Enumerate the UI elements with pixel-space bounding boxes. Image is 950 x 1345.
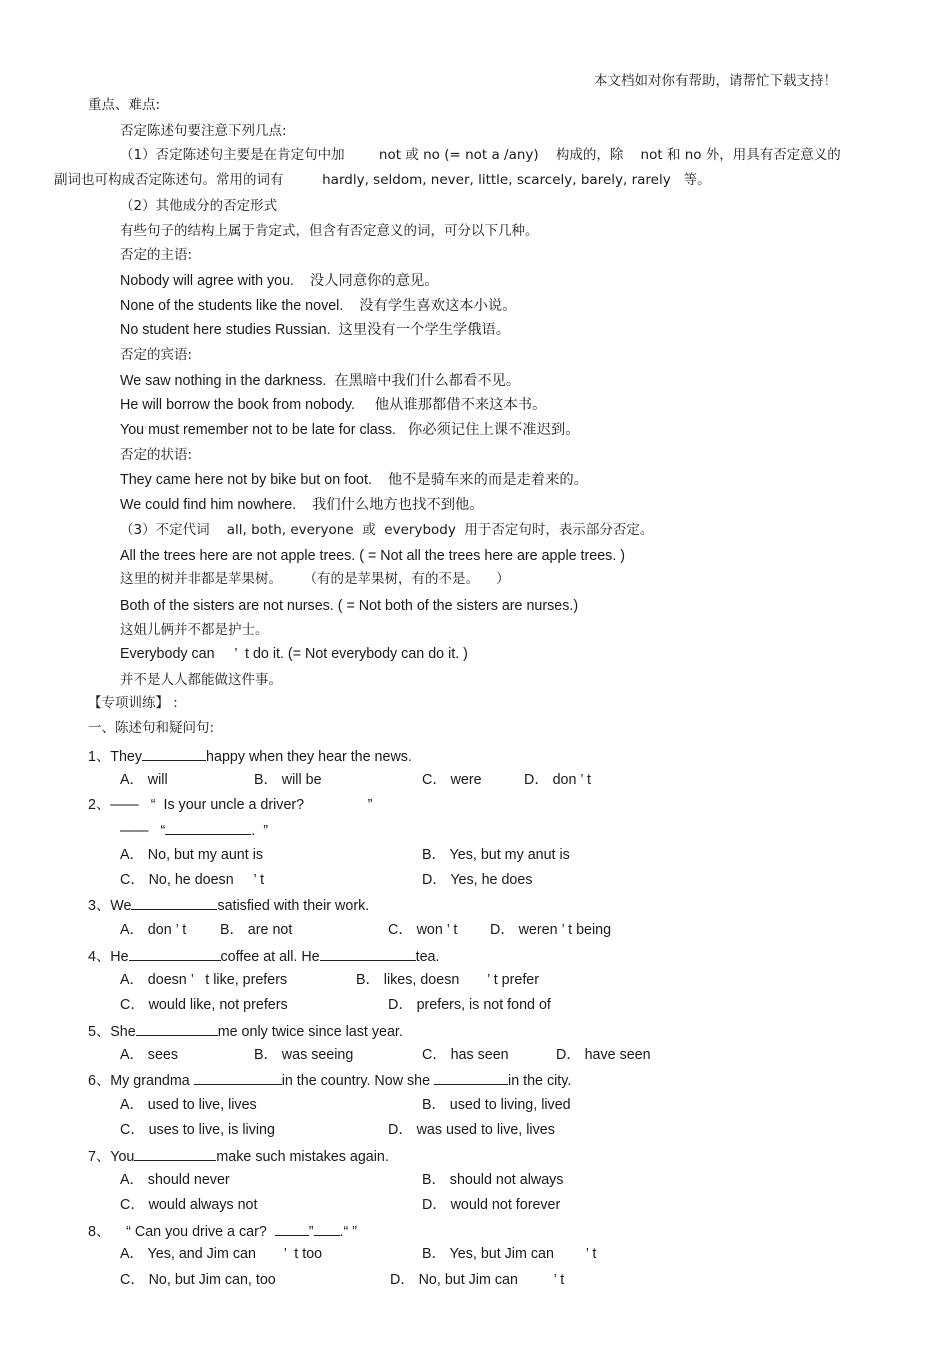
answer-blank[interactable] <box>275 1221 309 1236</box>
object-title: 否定的宾语: <box>120 347 193 363</box>
question-text: satisfied with their work. <box>217 898 370 914</box>
question-text: You <box>110 1149 135 1165</box>
answer-blank[interactable] <box>194 1070 282 1085</box>
subject-title: 否定的主语: <box>120 247 193 263</box>
question-text: “ Can you drive a car? <box>126 1224 275 1240</box>
subject-example-1: Nobody will agree with you. 没人同意你的意见。 <box>120 273 439 289</box>
question-text: ” <box>308 1224 314 1240</box>
reply-text: . ” <box>251 823 268 839</box>
adverbial-example-1: They came here not by bike but on foot. 他不是骑车来的而是走着来的。 <box>120 472 588 488</box>
question-number: 2、 <box>88 797 111 813</box>
option-d[interactable]: D． No, but Jim can ’ t <box>390 1272 565 1288</box>
answer-blank[interactable] <box>165 820 251 835</box>
option-c[interactable]: C． uses to live, is living <box>120 1122 275 1138</box>
question-text: me only twice since last year. <box>217 1024 403 1040</box>
answer-blank[interactable] <box>136 1021 218 1036</box>
question-text: She <box>110 1024 136 1040</box>
option-d[interactable]: D． Yes, he does <box>422 872 533 888</box>
question-text: They <box>110 749 143 765</box>
training-title: 【专项训练】 : <box>88 695 178 711</box>
header-note: 本文档如对你有帮助，请帮忙下载支持！ <box>594 73 837 89</box>
question-1 <box>88 746 412 766</box>
question-2-reply <box>120 820 268 840</box>
answer-blank[interactable] <box>134 1146 216 1161</box>
answer-blank[interactable] <box>434 1070 508 1085</box>
question-text: My grandma <box>110 1073 190 1089</box>
option-b[interactable]: B． Yes, but my anut is <box>422 847 570 863</box>
option-a[interactable]: A． No, but my aunt is <box>120 847 264 863</box>
question-text: He <box>110 949 129 965</box>
answer-blank[interactable] <box>320 946 416 961</box>
option-d[interactable]: D． have seen <box>556 1047 651 1063</box>
option-d[interactable]: D． would not forever <box>422 1197 561 1213</box>
subject-example-2: None of the students like the novel. 没有学生喜欢这本小说。 <box>120 298 517 314</box>
option-c[interactable]: C． would always not <box>120 1197 258 1213</box>
question-text: happy when they hear the news. <box>206 749 412 765</box>
question-number: 4、 <box>88 949 111 965</box>
question-text: coffee at all. He <box>220 949 320 965</box>
point-3-example-3-zh: 并不是人人都能做这件事。 <box>120 672 282 688</box>
option-b[interactable]: B． Yes, but Jim can ’ t <box>422 1246 597 1262</box>
option-a[interactable]: A． used to live, lives <box>120 1097 257 1113</box>
question-3 <box>88 895 369 915</box>
question-4 <box>88 946 439 966</box>
option-c[interactable]: C． were <box>422 772 482 788</box>
point-3-title: （3）不定代词 all, both, everyone 或 everybody 用于否定句时，表示部分否定。 <box>120 522 654 538</box>
option-c[interactable]: C． No, but Jim can, too <box>120 1272 276 1288</box>
reply-text: —— “ <box>120 823 166 839</box>
question-number: 8、 <box>88 1224 111 1240</box>
point-1-line-1: （1）否定陈述句主要是在肯定句中加 not 或 no (= not a /any) 构成的，除 not 和 no 外，用具有否定意义的 <box>120 147 841 163</box>
point-3-example-1-zh: 这里的树并非都是苹果树。 （有的是苹果树，有的不是。 ） <box>120 571 510 587</box>
answer-blank[interactable] <box>142 746 206 761</box>
intro-text: 否定陈述句要注意下列几点: <box>120 123 287 139</box>
question-text: make such mistakes again. <box>216 1149 389 1165</box>
object-example-1: We saw nothing in the darkness. 在黑暗中我们什么都看不见。 <box>120 373 521 389</box>
option-d[interactable]: D． don ’ t <box>524 772 592 788</box>
option-c[interactable]: C． won ’ t <box>388 922 458 938</box>
object-example-2: He will borrow the book from nobody. 他从谁那都借不来这本书。 <box>120 397 547 413</box>
option-a[interactable]: A． Yes, and Jim can ’ t too <box>120 1246 323 1262</box>
question-text: in the country. Now she <box>281 1073 431 1089</box>
option-d[interactable]: D． was used to live, lives <box>388 1122 555 1138</box>
option-b[interactable]: B． likes, doesn ’ t prefer <box>356 972 540 988</box>
point-3-example-1: All the trees here are not apple trees. ( = Not all the trees here are apple trees. ) <box>120 548 626 564</box>
option-a[interactable]: A． sees <box>120 1047 179 1063</box>
question-2 <box>88 796 372 814</box>
option-c[interactable]: C． would like, not prefers <box>120 997 288 1013</box>
question-number: 6、 <box>88 1073 111 1089</box>
option-c[interactable]: C． has seen <box>422 1047 509 1063</box>
option-a[interactable]: A． doesn ’ t like, prefers <box>120 972 288 988</box>
option-a[interactable]: A． will <box>120 772 168 788</box>
question-text: —— “ Is your uncle a driver? ” <box>110 797 373 813</box>
point-2-title: （2）其他成分的否定形式 <box>120 198 278 214</box>
adverbial-title: 否定的状语: <box>120 447 193 463</box>
point-3-example-3: Everybody can ’ t do it. (= Not everybody can do it. ) <box>120 646 468 662</box>
object-example-3: You must remember not to be late for class. 你必须记住上课不准迟到。 <box>120 422 580 438</box>
question-number: 5、 <box>88 1024 111 1040</box>
question-text: We <box>110 898 132 914</box>
question-text: .“ ” <box>339 1224 357 1240</box>
question-6 <box>88 1070 571 1090</box>
answer-blank[interactable] <box>131 895 217 910</box>
option-b[interactable]: B． used to living, lived <box>422 1097 571 1113</box>
adverbial-example-2: We could find him nowhere. 我们什么地方也找不到他。 <box>120 497 484 513</box>
point-1-line-2: 副词也可构成否定陈述句。常用的词有 hardly, seldom, never, little, scarcely, barely, rarely 等。 <box>54 172 711 188</box>
point-3-example-2: Both of the sisters are not nurses. ( = Not both of the sisters are nurses.) <box>120 598 579 614</box>
question-text: tea. <box>415 949 440 965</box>
question-number: 7、 <box>88 1149 111 1165</box>
question-5 <box>88 1021 403 1041</box>
option-a[interactable]: A． don ’ t <box>120 922 187 938</box>
point-3-example-2-zh: 这姐儿俩并不都是护士。 <box>120 622 269 638</box>
question-8 <box>88 1221 357 1241</box>
section-1-title: 一、陈述句和疑问句: <box>88 720 215 736</box>
option-b[interactable]: B． will be <box>254 772 322 788</box>
question-number: 3、 <box>88 898 111 914</box>
answer-blank[interactable] <box>314 1221 340 1236</box>
option-d[interactable]: D． prefers, is not fond of <box>388 997 551 1013</box>
point-2-desc: 有些句子的结构上属于肯定式，但含有否定意义的词，可分以下几种。 <box>120 223 539 239</box>
answer-blank[interactable] <box>129 946 221 961</box>
section-heading: 重点、难点: <box>88 97 161 113</box>
subject-example-3: No student here studies Russian. 这里没有一个学生学俄语。 <box>120 322 511 338</box>
option-b[interactable]: B． are not <box>220 922 293 938</box>
question-number: 1、 <box>88 749 111 765</box>
option-b[interactable]: B． should not always <box>422 1172 564 1188</box>
question-7 <box>88 1146 389 1166</box>
question-text: in the city. <box>508 1073 572 1089</box>
option-c[interactable]: C． No, he doesn ’ t <box>120 872 265 888</box>
option-b[interactable]: B． was seeing <box>254 1047 354 1063</box>
option-d[interactable]: D． weren ’ t being <box>490 922 612 938</box>
option-a[interactable]: A． should never <box>120 1172 230 1188</box>
